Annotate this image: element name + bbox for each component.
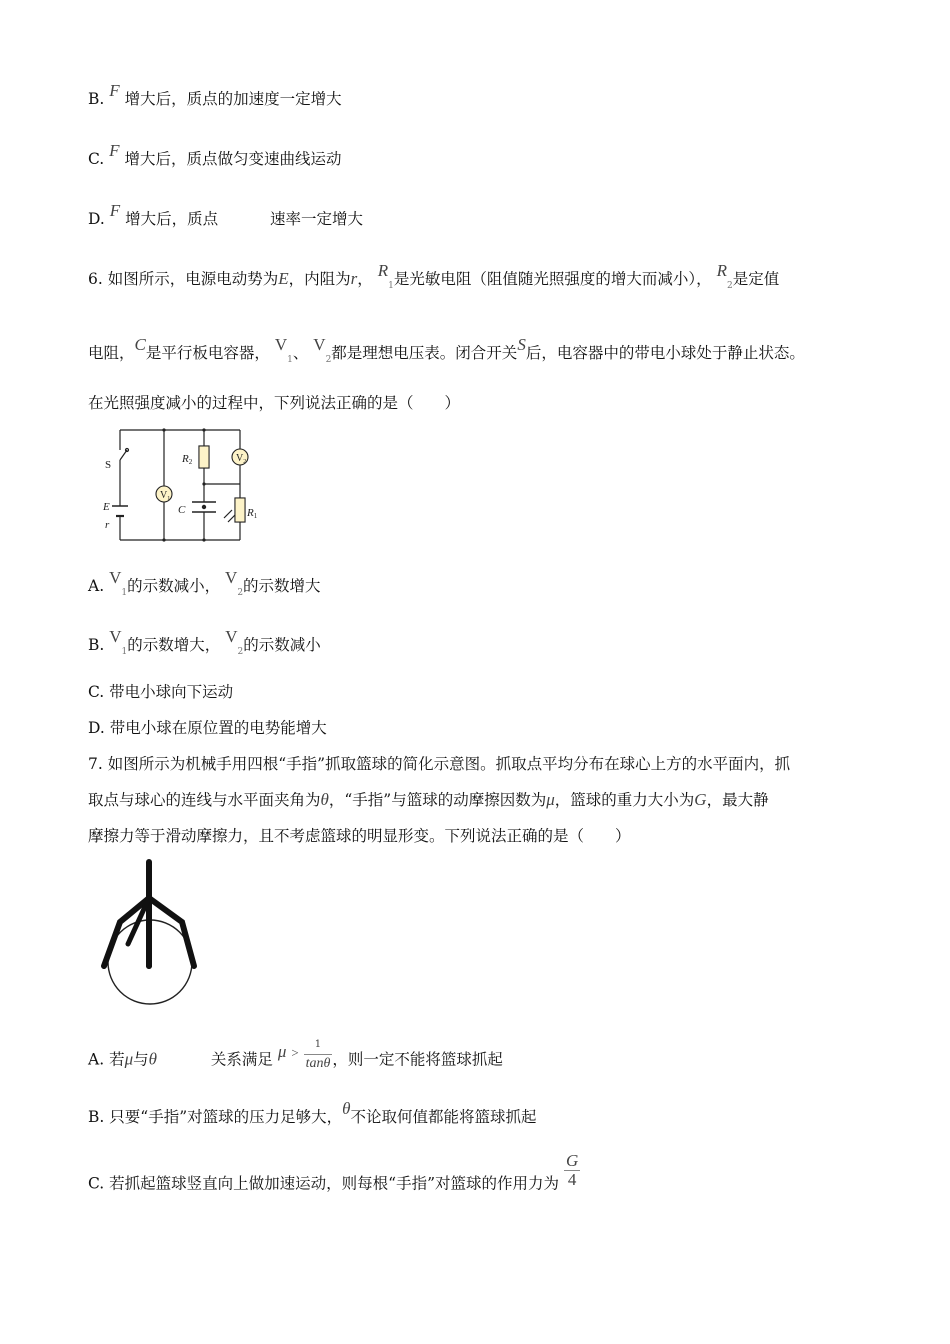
math-var-e: E — [278, 269, 289, 288]
option-label: D. — [88, 210, 105, 228]
option-text: 关系满足 — [210, 1050, 273, 1069]
subscript: 1 — [388, 281, 394, 291]
text: 是光敏电阻（阻值随光照强度的增大而减小）， — [393, 270, 712, 288]
option-text: 的示数增大， — [127, 636, 221, 654]
option-b-q7 — [88, 1099, 537, 1128]
question-number: 6. — [88, 270, 103, 288]
question-number: 7. — [88, 755, 103, 773]
text: ，内阻为 — [288, 270, 351, 288]
math-var-c: C — [134, 335, 146, 354]
math-var-r: r — [350, 269, 358, 288]
option-text: 带电小球在原位置的电势能增大 — [109, 719, 327, 737]
math-var-v1: V — [274, 335, 288, 354]
fraction-1-over-tan — [304, 1036, 333, 1073]
math-var-r2: R — [716, 261, 727, 280]
option-b-q6 — [88, 627, 321, 659]
text: 如图所示，电源电动势为 — [107, 270, 279, 288]
math-var-mu: μ — [546, 790, 555, 809]
option-label: B. — [88, 636, 105, 654]
fraction-denominator: 4 — [567, 1170, 577, 1189]
c-label: C — [178, 504, 186, 516]
option-text: 若 — [109, 1050, 125, 1069]
option-text: 不论取何值都能将篮球抓起 — [350, 1108, 537, 1126]
question-6-line-2 — [88, 335, 805, 367]
fraction-denominator: tanθ — [305, 1056, 331, 1071]
question-7-line-1 — [88, 753, 790, 775]
option-c-q7 — [88, 1151, 580, 1203]
mechanical-hand-diagram — [98, 858, 208, 1006]
question-6-line-1 — [88, 261, 780, 293]
v1-label: $V_1$ — [160, 490, 171, 502]
option-c-q5 — [88, 141, 342, 170]
option-text: 增大后，质点 — [125, 210, 219, 228]
math-var-v1: V — [109, 568, 122, 587]
math-var-v2: V — [313, 335, 326, 354]
r2-label: R2 — [182, 453, 193, 466]
math-var-v2: V — [225, 627, 238, 646]
math-var-theta: θ — [320, 790, 329, 809]
option-label: B. — [88, 90, 105, 108]
option-text: 增大后，质点做匀变速曲线运动 — [124, 150, 342, 168]
option-text: 与 — [133, 1050, 149, 1069]
option-a-q6 — [88, 568, 321, 600]
option-text: 若抓起篮球竖直向上做加速运动，则每根“手指”对篮球的作用力为 — [109, 1174, 560, 1193]
text: 都是理想电压表。闭合开关 — [331, 344, 518, 362]
option-label: A. — [88, 1050, 105, 1069]
text: ， — [357, 270, 373, 288]
text: ，最大静 — [706, 791, 769, 809]
math-op-gt: > — [291, 1044, 299, 1060]
math-var-mu: μ — [277, 1041, 287, 1061]
v2-label: $V_2$ — [236, 453, 247, 465]
math-var-f: F — [109, 141, 120, 160]
option-text: 增大后，质点的加速度一定增大 — [124, 90, 342, 108]
math-var-mu: μ — [124, 1049, 134, 1069]
math-var-v2: V — [225, 568, 238, 587]
option-b-q5 — [88, 81, 342, 110]
question-7-line-2 — [88, 789, 769, 811]
question-7-line-3: 摩擦力等于滑动摩擦力，且不考虑篮球的明显形变。下列说法正确的是（ ） — [88, 827, 631, 845]
option-text: 速率一定增大 — [269, 210, 363, 228]
circuit-diagram — [100, 424, 270, 546]
option-label: C. — [88, 683, 105, 701]
math-var-f: F — [109, 81, 120, 100]
e-label: E — [103, 501, 110, 513]
r1-label: R1 — [247, 507, 258, 520]
question-6-line-3: 在光照强度减小的过程中，下列说法正确的是（ ） — [88, 394, 461, 412]
option-label: C. — [88, 150, 105, 168]
math-var-v1: V — [109, 627, 122, 646]
text: 如图所示为机械手用四根“手指”抓取篮球的简化示意图。抓取点平均分布在球心上方的水平面内，抓 — [107, 755, 791, 773]
option-label: C. — [88, 1174, 105, 1193]
fraction-g-over-4 — [564, 1152, 580, 1189]
math-var-g: G — [694, 790, 707, 809]
text: ，篮球的重力大小为 — [554, 791, 695, 809]
text: 取点与球心的连线与水平面夹角为 — [88, 791, 321, 809]
math-var-theta: θ — [342, 1099, 351, 1118]
option-text: 只要“手指”对篮球的压力足够大， — [109, 1108, 343, 1126]
option-text: ，则一定不能将篮球抓起 — [332, 1050, 503, 1069]
text: ，“手指”与篮球的动摩擦因数为 — [328, 791, 547, 809]
text: 是定值 — [732, 270, 780, 288]
subscript: 1 — [287, 355, 293, 365]
subscript: 2 — [237, 588, 244, 598]
s-label: S — [105, 459, 112, 471]
option-label: B. — [88, 1108, 105, 1126]
option-text: 的示数减小 — [243, 636, 321, 654]
subscript: 2 — [237, 647, 244, 657]
option-c-q6 — [88, 681, 233, 703]
option-text: 的示数增大 — [243, 577, 321, 595]
option-d-q5 — [88, 201, 363, 230]
subscript: 1 — [121, 588, 128, 598]
subscript: 1 — [121, 647, 128, 657]
text: 电阻， — [88, 344, 135, 362]
option-text: 的示数减小， — [127, 577, 221, 595]
option-label: D. — [88, 719, 105, 737]
math-var-s: S — [517, 335, 526, 354]
text: 是平行板电容器， — [145, 344, 270, 362]
text: 、 — [292, 344, 309, 362]
fraction-numerator: 1 — [304, 1036, 333, 1055]
math-var-f: F — [109, 201, 121, 220]
option-a-q7 — [88, 1039, 503, 1079]
subscript: 2 — [325, 355, 332, 365]
subscript: 2 — [726, 281, 733, 291]
math-var-r1: R — [377, 261, 389, 280]
text: 后，电容器中的带电小球处于静止状态。 — [525, 344, 805, 362]
r-label: r — [105, 519, 110, 531]
option-label: A. — [88, 577, 105, 595]
math-var-theta: θ — [148, 1049, 157, 1069]
option-text: 带电小球向下运动 — [109, 683, 234, 701]
option-d-q6 — [88, 717, 327, 739]
fraction-numerator: G — [565, 1151, 579, 1170]
